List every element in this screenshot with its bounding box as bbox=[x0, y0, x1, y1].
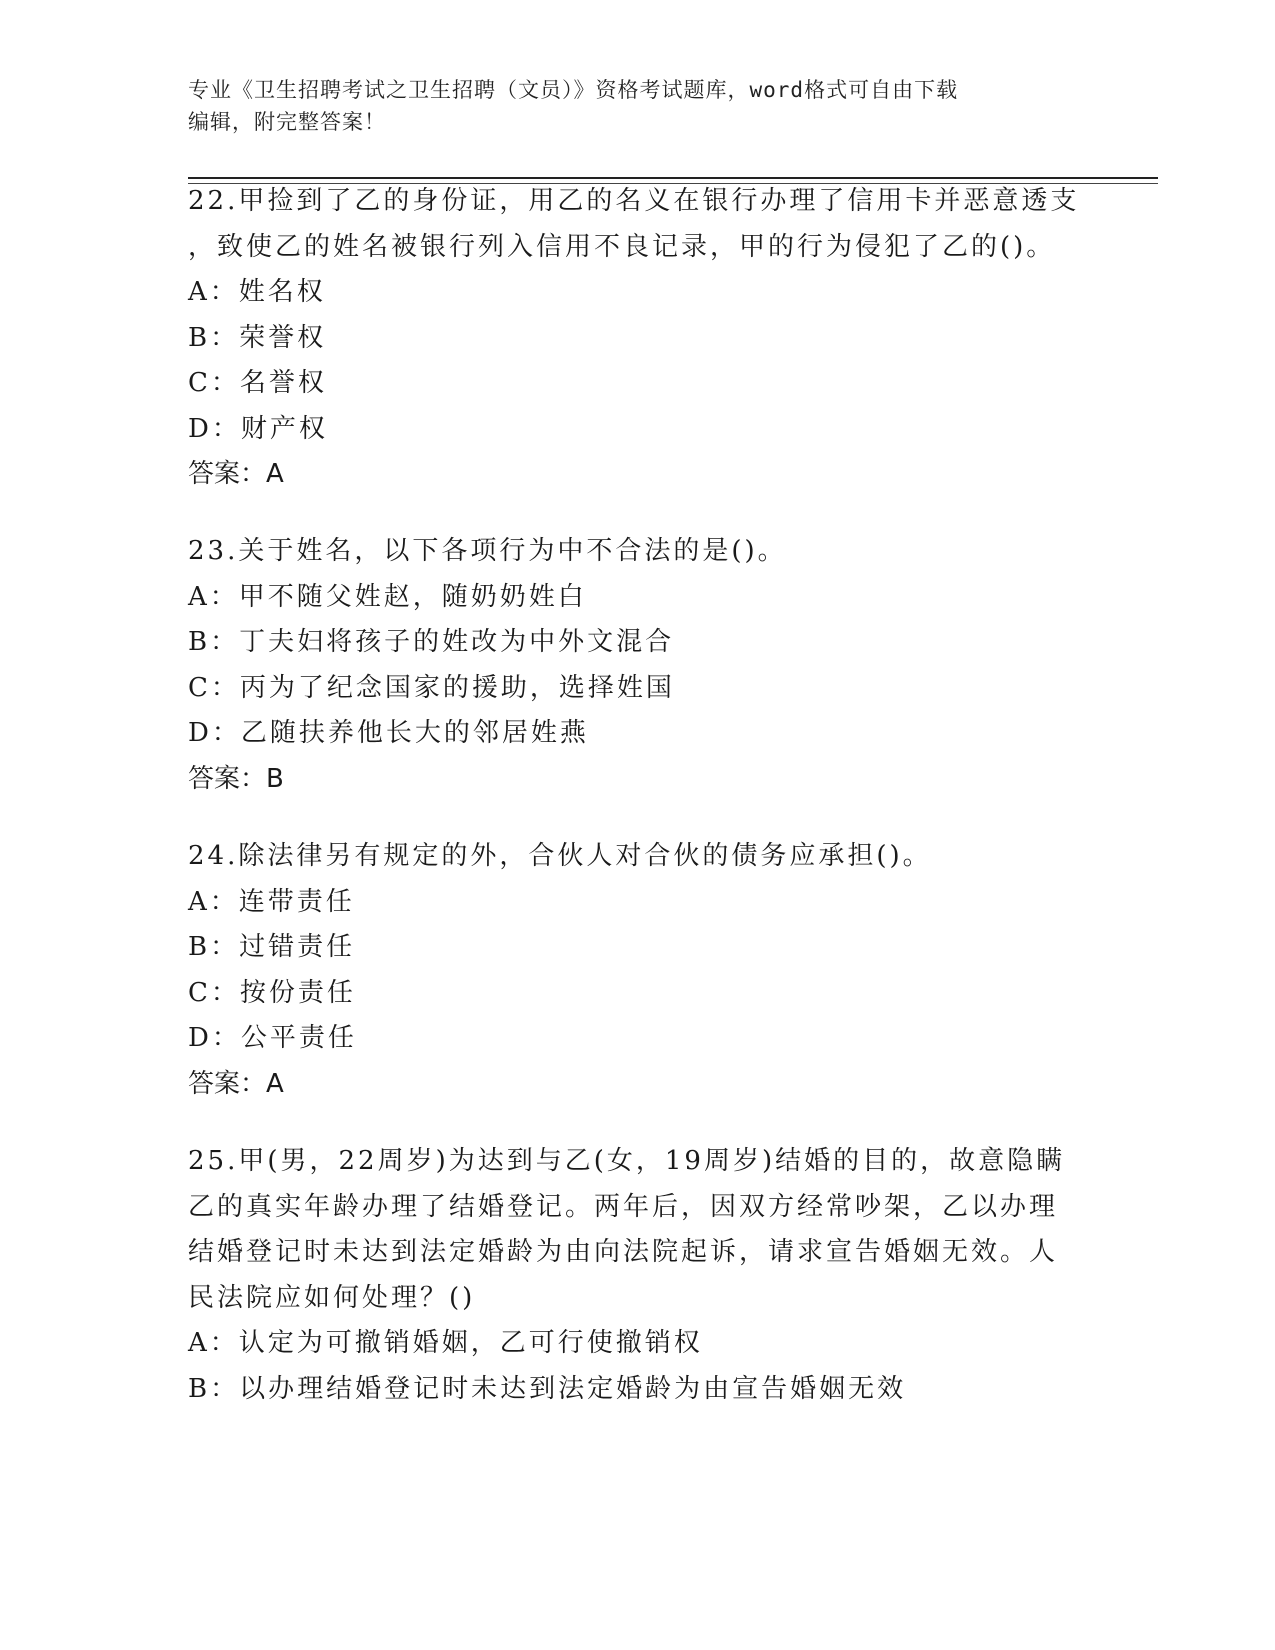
option-a: A：认定为可撤销婚姻，乙可行使撤销权 bbox=[188, 1328, 703, 1358]
answer-label: 答案：B bbox=[188, 763, 284, 794]
header-line-1: 专业《卫生招聘考试之卫生招聘（文员）》资格考试题库，word格式可自由下载 bbox=[188, 78, 959, 102]
answer-label: 答案：A bbox=[188, 459, 284, 489]
option-b: B：过错责任 bbox=[188, 932, 356, 962]
document-header bbox=[188, 74, 1088, 138]
option-a: A：连带责任 bbox=[188, 886, 355, 917]
question-stem-line: 民法院应如何处理？() bbox=[188, 1282, 476, 1313]
question-stem-line: 乙的真实年龄办理了结婚登记。两年后，因双方经常吵架，乙以办理 bbox=[188, 1191, 1059, 1222]
option-c: C：名誉权 bbox=[188, 368, 327, 398]
option-c: C：丙为了纪念国家的援助，选择姓国 bbox=[188, 672, 675, 703]
question-stem-line: 22.甲捡到了乙的身份证，用乙的名义在银行办理了信用卡并恶意透支 bbox=[188, 186, 1080, 216]
question-stem-line: 24.除法律另有规定的外，合伙人对合伙的债务应承担()。 bbox=[188, 841, 932, 871]
question-23 bbox=[188, 529, 1088, 802]
option-a: A：甲不随父姓赵，随奶奶姓白 bbox=[188, 581, 587, 612]
question-22 bbox=[188, 179, 1088, 498]
option-c: C：按份责任 bbox=[188, 977, 356, 1008]
answer-label: 答案：A bbox=[188, 1068, 284, 1099]
option-d: D：乙随扶养他长大的邻居姓燕 bbox=[188, 718, 589, 748]
question-stem-line: 25.甲(男，22周岁)为达到与乙(女，19周岁)结婚的目的，故意隐瞒 bbox=[188, 1146, 1066, 1176]
question-stem-line: 结婚登记时未达到法定婚龄为由向法院起诉，请求宣告婚姻无效。人 bbox=[188, 1237, 1059, 1267]
question-24 bbox=[188, 834, 1088, 1107]
option-d: D：公平责任 bbox=[188, 1023, 357, 1053]
option-a: A：姓名权 bbox=[188, 277, 326, 307]
option-b: B：荣誉权 bbox=[188, 322, 327, 353]
question-stem-line: ，致使乙的姓名被银行列入信用不良记录，甲的行为侵犯了乙的()。 bbox=[188, 231, 1056, 262]
option-b: B：以办理结婚登记时未达到法定婚龄为由宣告婚姻无效 bbox=[188, 1373, 907, 1404]
option-b: B：丁夫妇将孩子的姓改为中外文混合 bbox=[188, 627, 675, 657]
question-25 bbox=[188, 1139, 1088, 1412]
header-line-2: 编辑，附完整答案！ bbox=[188, 110, 386, 134]
option-d: D：财产权 bbox=[188, 413, 328, 444]
question-stem-line: 23.关于姓名，以下各项行为中不合法的是()。 bbox=[188, 536, 787, 566]
